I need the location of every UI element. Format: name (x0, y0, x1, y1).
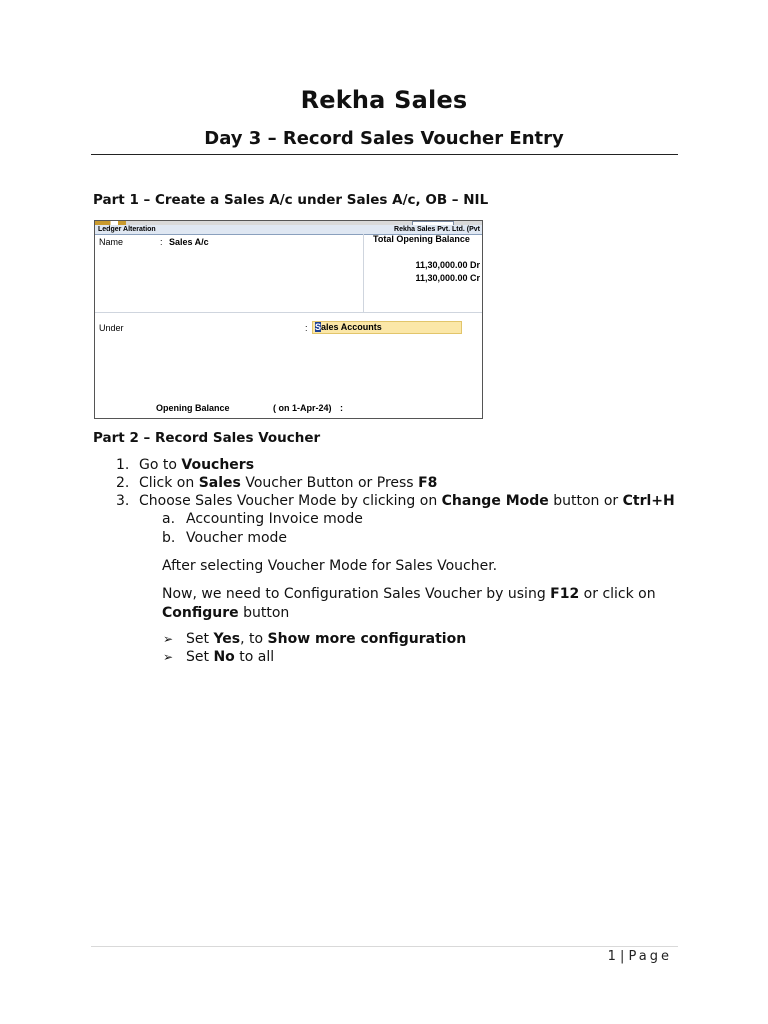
step-emphasis: Change Mode (441, 493, 549, 509)
bullet-emphasis: Yes (213, 631, 241, 647)
page-footer (608, 949, 672, 964)
mode-item (162, 530, 287, 546)
ledger-name-label: Name (99, 237, 124, 247)
title-divider (91, 154, 678, 155)
mode-item (162, 511, 363, 527)
step-emphasis: Ctrl+H (622, 493, 675, 509)
opening-balance-date: ( on 1-Apr-24) (273, 403, 332, 413)
ledger-name-value: Sales A/c (169, 237, 209, 247)
under-colon: : (305, 323, 308, 333)
opening-balance-colon: : (340, 403, 343, 413)
step-emphasis: F8 (418, 475, 438, 491)
step-text: Click on (139, 475, 199, 491)
opening-balance-label: Opening Balance (156, 403, 230, 413)
step-text: Choose Sales Voucher Mode by clicking on (139, 493, 442, 509)
name-colon: : (160, 237, 163, 247)
bullet-text: Set (186, 631, 214, 647)
under-group-field (312, 321, 462, 334)
step-number: 3. (116, 493, 130, 509)
part1-heading: Part 1 – Create a Sales A/c under Sales A/c, OB – NIL (93, 192, 489, 208)
screenshot-header-title: Ledger Alteration (98, 226, 156, 233)
under-group-value: ales Accounts (321, 322, 382, 332)
page-separator: | (615, 949, 629, 964)
screenshot-vertical-divider (363, 234, 364, 312)
page-number: 1 (607, 949, 616, 964)
step-emphasis: Sales (198, 475, 241, 491)
part2-heading: Part 2 – Record Sales Voucher (93, 430, 321, 446)
step-text: button or (548, 493, 623, 509)
step-text: Go to (139, 457, 182, 473)
para-text: button (238, 605, 290, 621)
mode-text: Accounting Invoice mode (186, 511, 363, 527)
paragraph-after-selecting: After selecting Voucher Mode for Sales Voucher. (162, 558, 498, 574)
mode-text: Voucher mode (186, 530, 288, 546)
bullet-item (163, 649, 274, 665)
step-item (116, 457, 254, 473)
step-item (116, 475, 437, 491)
bullet-emphasis: No (213, 649, 235, 665)
total-opening-balance-label: Total Opening Balance (373, 234, 470, 244)
bullet-text: Set (186, 649, 214, 665)
arrow-bullet-icon: ➢ (163, 632, 174, 646)
text-cursor: S (315, 322, 322, 332)
document-title: Rekha Sales (300, 86, 468, 114)
total-credit-value: 11,30,000.00 Cr (415, 273, 480, 283)
screenshot-company-name: Rekha Sales Pvt. Ltd. (Pvt (394, 226, 480, 233)
step-text: Voucher Button or Press (240, 475, 419, 491)
bullet-emphasis: Show more configuration (267, 631, 467, 647)
bullet-text: to all (234, 649, 275, 665)
para-text: Now, we need to Configuration Sales Voucher by using (162, 586, 551, 602)
screenshot-horizontal-divider (95, 312, 482, 313)
para-text: or click on (579, 586, 656, 602)
step-item (116, 493, 675, 509)
para-emphasis: F12 (550, 586, 580, 602)
document-subtitle: Day 3 – Record Sales Voucher Entry (204, 128, 564, 149)
step-emphasis: Vouchers (181, 457, 255, 473)
bullet-text: , to (240, 631, 268, 647)
para-emphasis: Configure (162, 605, 239, 621)
bullet-item (163, 631, 466, 647)
mode-letter: a. (162, 511, 176, 527)
page-label: Page (628, 949, 672, 964)
ledger-alteration-screenshot (94, 220, 483, 419)
step-number: 1. (116, 457, 130, 473)
total-debit-value: 11,30,000.00 Dr (415, 260, 480, 270)
step-number: 2. (116, 475, 130, 491)
footer-divider (91, 946, 678, 947)
paragraph-configuration (162, 585, 682, 623)
arrow-bullet-icon: ➢ (163, 650, 174, 664)
mode-letter: b. (162, 530, 176, 546)
under-label: Under (99, 323, 124, 333)
